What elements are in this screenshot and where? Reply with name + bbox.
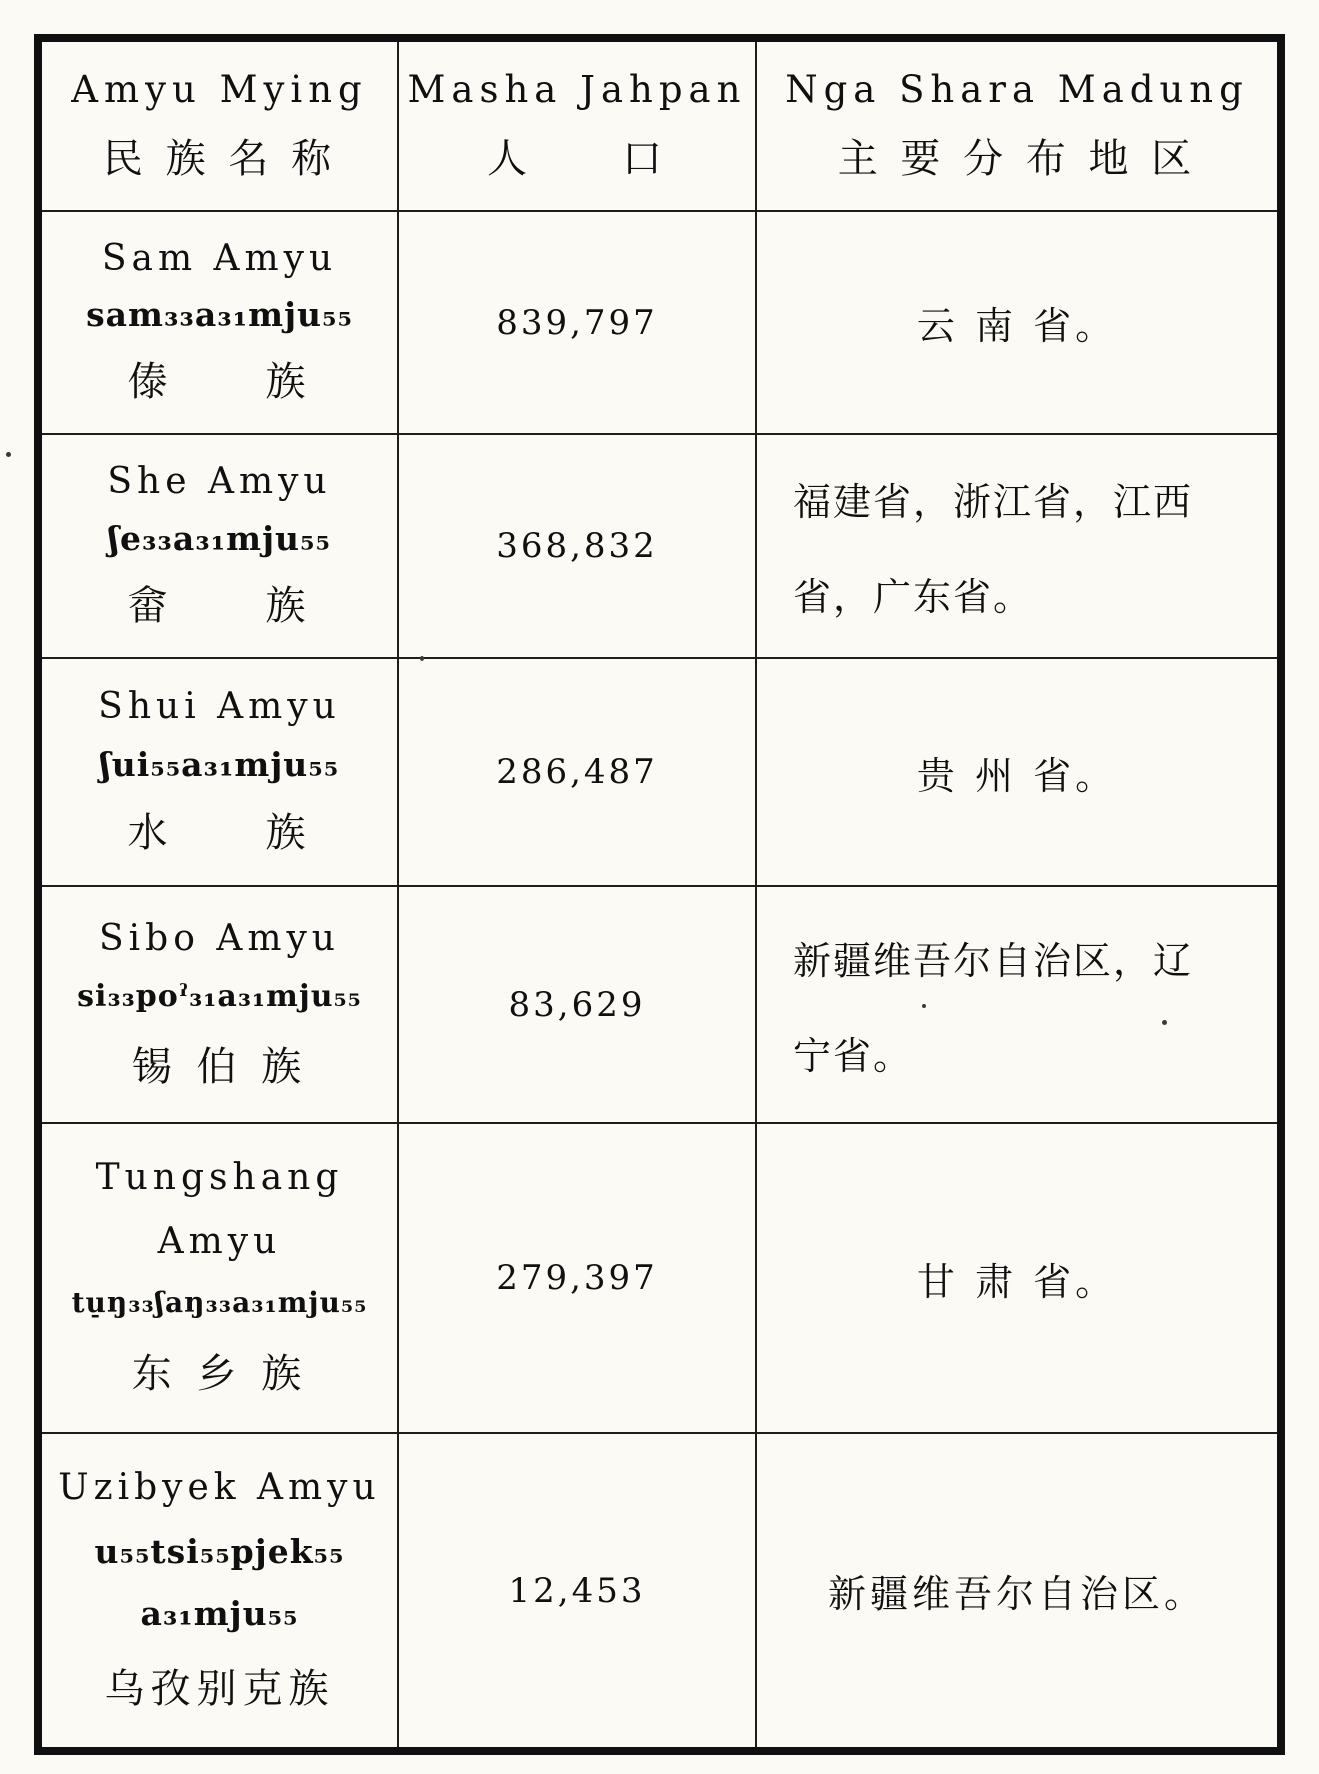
header-latin-label: Nga Shara Madung — [785, 68, 1249, 111]
name-cell-tungshang-amyu — [42, 1124, 399, 1434]
scan-speck — [1162, 1020, 1167, 1025]
name-latin-line: She Amyu — [107, 461, 332, 503]
region-cell-sibo-amyu — [757, 887, 1277, 1124]
header-cell-amyu-mying — [42, 42, 399, 212]
scan-speck — [922, 1004, 926, 1008]
scan-speck — [6, 452, 11, 457]
region-line: 云 南 省。 — [916, 304, 1118, 348]
name-cjk-line: 傣 族 — [127, 359, 312, 405]
name-latin-line: Amyu — [157, 1221, 282, 1263]
header-latin-label: Masha Jahpan — [407, 68, 747, 111]
name-phonetic-line: sam₃₃a₃₁mju₅₅ — [86, 295, 353, 334]
header-cell-nga-shara-madung — [757, 42, 1277, 212]
name-cell-sam-amyu — [42, 212, 399, 435]
name-cjk-line: 东 乡 族 — [131, 1350, 308, 1397]
region-cell-uzibyek-amyu — [757, 1434, 1277, 1747]
name-cell-shui-amyu — [42, 659, 399, 887]
header-cjk-label: 民 族 名 称 — [102, 136, 337, 182]
name-phonetic-line: si₃₃poˀ₃₁a₃₁mju₅₅ — [77, 979, 362, 1014]
region-line: 贵 州 省。 — [916, 753, 1118, 798]
region-line: 省，广东省。 — [793, 575, 1034, 619]
population-cell-shui-amyu: 286,487 — [399, 659, 757, 887]
header-cell-masha-jahpan — [399, 42, 757, 212]
region-cell-she-amyu — [757, 435, 1277, 659]
name-latin-line: Sam Amyu — [101, 238, 338, 279]
name-cell-she-amyu — [42, 435, 399, 659]
scan-speck — [420, 656, 424, 661]
header-latin-label: Amyu Mying — [71, 68, 368, 111]
region-cell-shui-amyu — [757, 659, 1277, 887]
name-cell-uzibyek-amyu — [42, 1434, 399, 1747]
ethnic-population-table — [34, 34, 1285, 1755]
name-latin-line: Sibo Amyu — [99, 917, 340, 959]
name-cjk-line: 畲 族 — [127, 582, 312, 629]
region-line: 新疆维吾尔自治区。 — [827, 1572, 1206, 1616]
name-cjk-line: 乌孜别克族 — [104, 1665, 335, 1712]
region-line: 甘 肃 省。 — [916, 1259, 1118, 1304]
name-phonetic-line: ʃui₅₅a₃₁mju₅₅ — [99, 744, 340, 784]
region-line: 宁省。 — [793, 1033, 914, 1078]
population-cell-sam-amyu: 839,797 — [399, 212, 757, 435]
name-phonetic-line: a₃₁mju₅₅ — [140, 1594, 299, 1634]
name-latin-line: Uzibyek Amyu — [58, 1467, 381, 1509]
name-latin-line: Tungshang — [95, 1157, 344, 1199]
name-cjk-line: 水 族 — [127, 809, 312, 856]
region-cell-sam-amyu — [757, 212, 1277, 435]
population-cell-she-amyu: 368,832 — [399, 435, 757, 659]
name-phonetic-line: u₅₅tsi₅₅pjek₅₅ — [94, 1531, 345, 1571]
name-phonetic-line: ʃe₃₃a₃₁mju₅₅ — [108, 518, 331, 558]
header-cjk-label: 主 要 分 布 地 区 — [837, 136, 1197, 182]
population-cell-sibo-amyu: 83,629 — [399, 887, 757, 1124]
name-cjk-line: 锡 伯 族 — [131, 1043, 308, 1090]
header-cjk-label: 人 口 — [487, 136, 667, 182]
name-latin-line: Shui Amyu — [98, 686, 341, 728]
population-cell-uzibyek-amyu: 12,453 — [399, 1434, 757, 1747]
name-phonetic-line: tu̠ŋ₃₃ʃaŋ₃₃a₃₁mju₅₅ — [71, 1285, 368, 1319]
population-cell-tungshang-amyu: 279,397 — [399, 1124, 757, 1434]
region-cell-tungshang-amyu — [757, 1124, 1277, 1434]
region-line: 新疆维吾尔自治区，辽 — [793, 938, 1194, 983]
region-line: 福建省，浙江省，江西 — [793, 480, 1194, 524]
name-cell-sibo-amyu — [42, 887, 399, 1124]
